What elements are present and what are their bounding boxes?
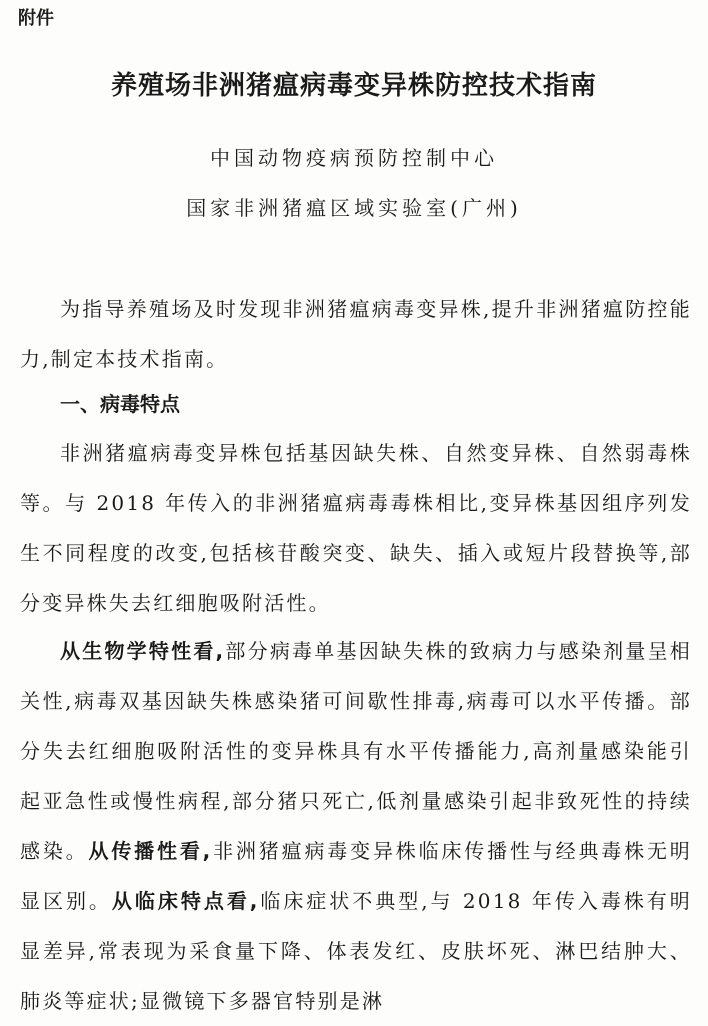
attachment-label: 附件 [18,8,54,29]
paragraph-variant-types: 非洲猪瘟病毒变异株包括基因缺失株、自然变异株、自然弱毒株等。与 2018 年传入的非洲猪瘟病毒毒株相比,变异株基因组序列发生不同程度的改变,包括核苷酸突变、缺失、插入或短片段替换等,部分变异株失去红细胞吸附活性。 [20,441,692,615]
text-clinical: 临床症状不典型,与 2018 年传入毒株有明显差异,常表现为采食量下降、体表发红、皮肤坏死、淋巴结肿大、肺炎等症状;显微镜下多器官特别是淋 [20,889,692,1013]
bold-lead-clinical: 从临床特点看, [111,889,260,913]
bold-lead-spread: 从传播性看, [88,839,213,863]
document-title: 养殖场非洲猪瘟病毒变异株防控技术指南 [110,71,597,101]
text-spread: 非洲猪瘟病毒变异株临床传播性与经典毒株无明显区别。 [20,839,692,913]
author-organization-1: 中国动物疫病预防控制中心 [210,146,498,170]
bold-lead-biology: 从生物学特性看, [60,639,226,663]
author-organization-2: 国家非洲猪瘟区域实验室(广州) [186,196,522,220]
intro-paragraph: 为指导养殖场及时发现非洲猪瘟病毒变异株,提升非洲猪瘟防控能力,制定本技术指南。 [20,297,692,371]
paragraph-variant-characteristics [20,626,692,1026]
text-biology: 部分病毒单基因缺失株的致病力与感染剂量呈相关性,病毒双基因缺失株感染猪可间歇性排毒,病毒可以水平传播。部分失去红细胞吸附活性的变异株具有水平传播能力,高剂量感染能引起亚急性或慢性病程,部分猪只死亡,低剂量感染引起非致死性的持续感染。 [20,639,693,863]
section-heading-virus-features: 一、病毒特点 [60,392,180,416]
